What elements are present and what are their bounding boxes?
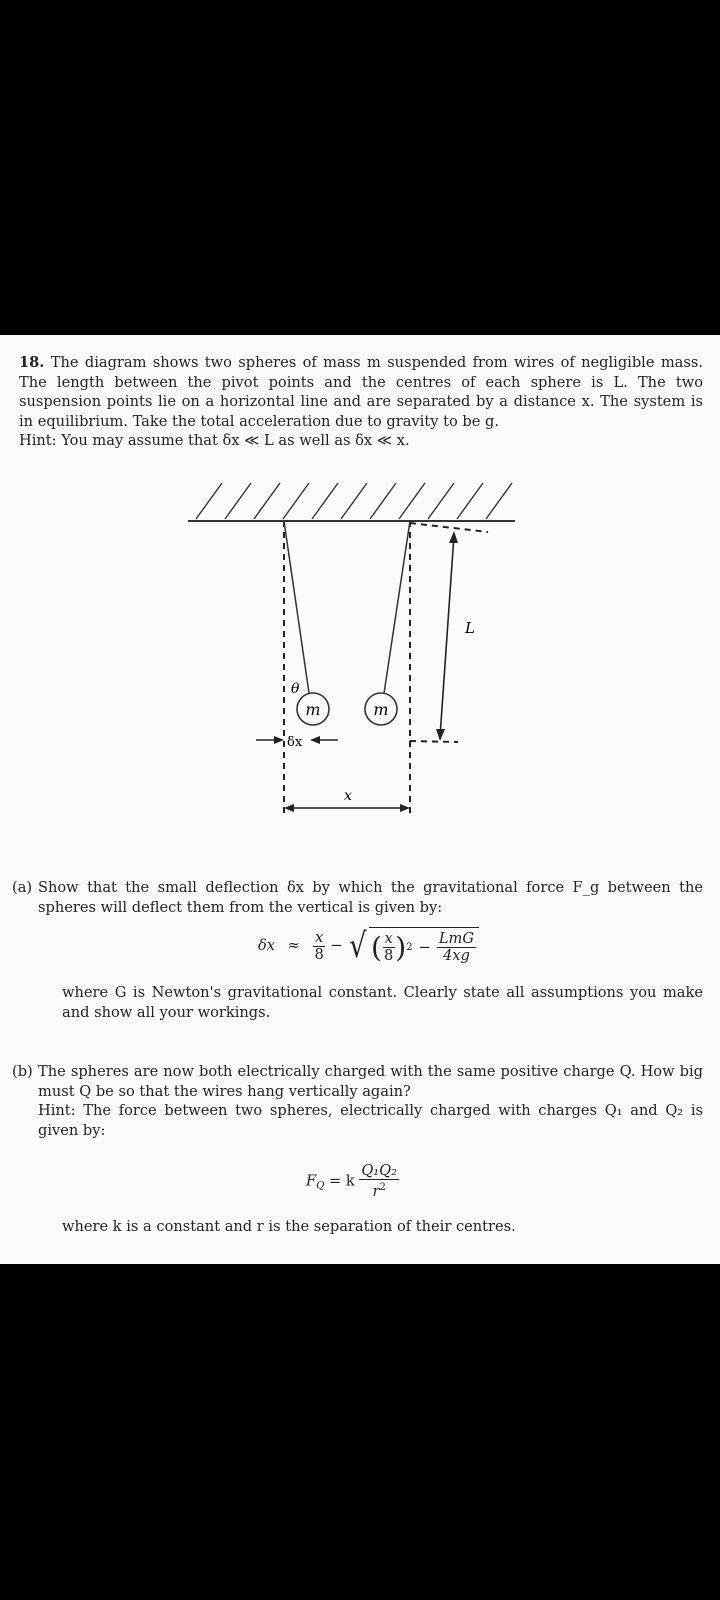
eq-b-lhs: F	[306, 1172, 317, 1190]
part-a-text: Show that the small deflection δx by which the gravitational force F_g between the spheres will deflect them from the vertical is given by:	[38, 879, 703, 916]
ceiling	[188, 483, 515, 521]
sphere-right	[365, 693, 397, 725]
eq-a-sqrt: √ ( $\frac{x}{8}$ ) 2 − $\frac{\text{LmG}}{4xg}$	[347, 927, 479, 965]
question-hint: Hint: You may assume that δx ≪ L as well as δx ≪ x.	[19, 432, 410, 449]
part-b	[12, 1062, 703, 1140]
separation-arrow	[284, 804, 410, 812]
eq-a-approx: ≈	[287, 937, 300, 954]
eq-b-num: Q₁Q₂	[361, 1162, 397, 1179]
angle-label: θ	[291, 681, 300, 697]
equation-deflection	[258, 927, 479, 965]
question-statement	[19, 353, 703, 431]
eq-b-den-sup: 2	[379, 1182, 386, 1193]
eq-a-frac1	[313, 930, 326, 963]
eq-a-inner-den: 8	[383, 947, 394, 964]
question-intro	[19, 353, 703, 451]
separation-label: x	[344, 788, 352, 804]
length-arrow	[436, 531, 458, 741]
sphere-left	[297, 693, 329, 725]
question-text: The diagram shows two spheres of mass m suspended from wires of negligible mass. The length between the pivot points and the centres of each sphere is L. The two suspension points lie on a horizontal line and are separated by a distance x. The system is in equilibrium. Take the total acceleration due to gravity to be g.	[19, 354, 703, 430]
part-a-after: where G is Newton's gravitational constant. Clearly state all assumptions you make and show all your workings.	[62, 984, 703, 1021]
eq-b-equals: = k	[328, 1172, 355, 1190]
eq-a-lhs: δx	[258, 937, 276, 954]
part-b-hint: Hint: The force between two spheres, electrically charged with charges Q₁ and Q₂ is given by:	[38, 1102, 703, 1139]
length-label: L	[465, 619, 475, 637]
eq-a-inner-frac	[382, 931, 395, 964]
eq-a-minus2: −	[418, 939, 431, 956]
part-b-label: (b)	[12, 1063, 33, 1080]
eq-a-frac2-den: 4xg	[442, 947, 470, 964]
part-b-text: The spheres are now both electrically charged with the same positive charge Q. How big must Q be so that the wires hang vertically again?	[38, 1063, 703, 1100]
eq-a-inner-num: x	[384, 930, 393, 947]
eq-a-minus: −	[330, 937, 343, 954]
eq-a-frac2	[437, 931, 476, 964]
eq-a-frac2-num: LmG	[438, 930, 474, 947]
part-a-label: (a)	[12, 879, 33, 896]
eq-a-frac1-den: 8	[314, 945, 324, 963]
eq-b-lhs-sub: Q	[316, 1180, 325, 1192]
question-page	[0, 335, 720, 1264]
eq-b-den: r	[372, 1183, 380, 1200]
eq-a-power: 2	[406, 942, 413, 953]
question-number: 18.	[19, 354, 45, 371]
deflection-label: δx	[287, 735, 303, 750]
equation-coulomb	[306, 1163, 399, 1200]
part-b-after: where k is a constant and r is the separation of their centres.	[62, 1218, 516, 1235]
wires	[284, 521, 410, 700]
pendulum-diagram	[0, 475, 720, 855]
mass-label-right: m	[373, 700, 389, 719]
vertical-reference-lines	[284, 521, 488, 817]
eq-b-frac	[359, 1163, 399, 1200]
mass-label-left: m	[305, 700, 321, 719]
part-a	[12, 878, 703, 917]
eq-a-frac1-num: x	[315, 928, 324, 946]
